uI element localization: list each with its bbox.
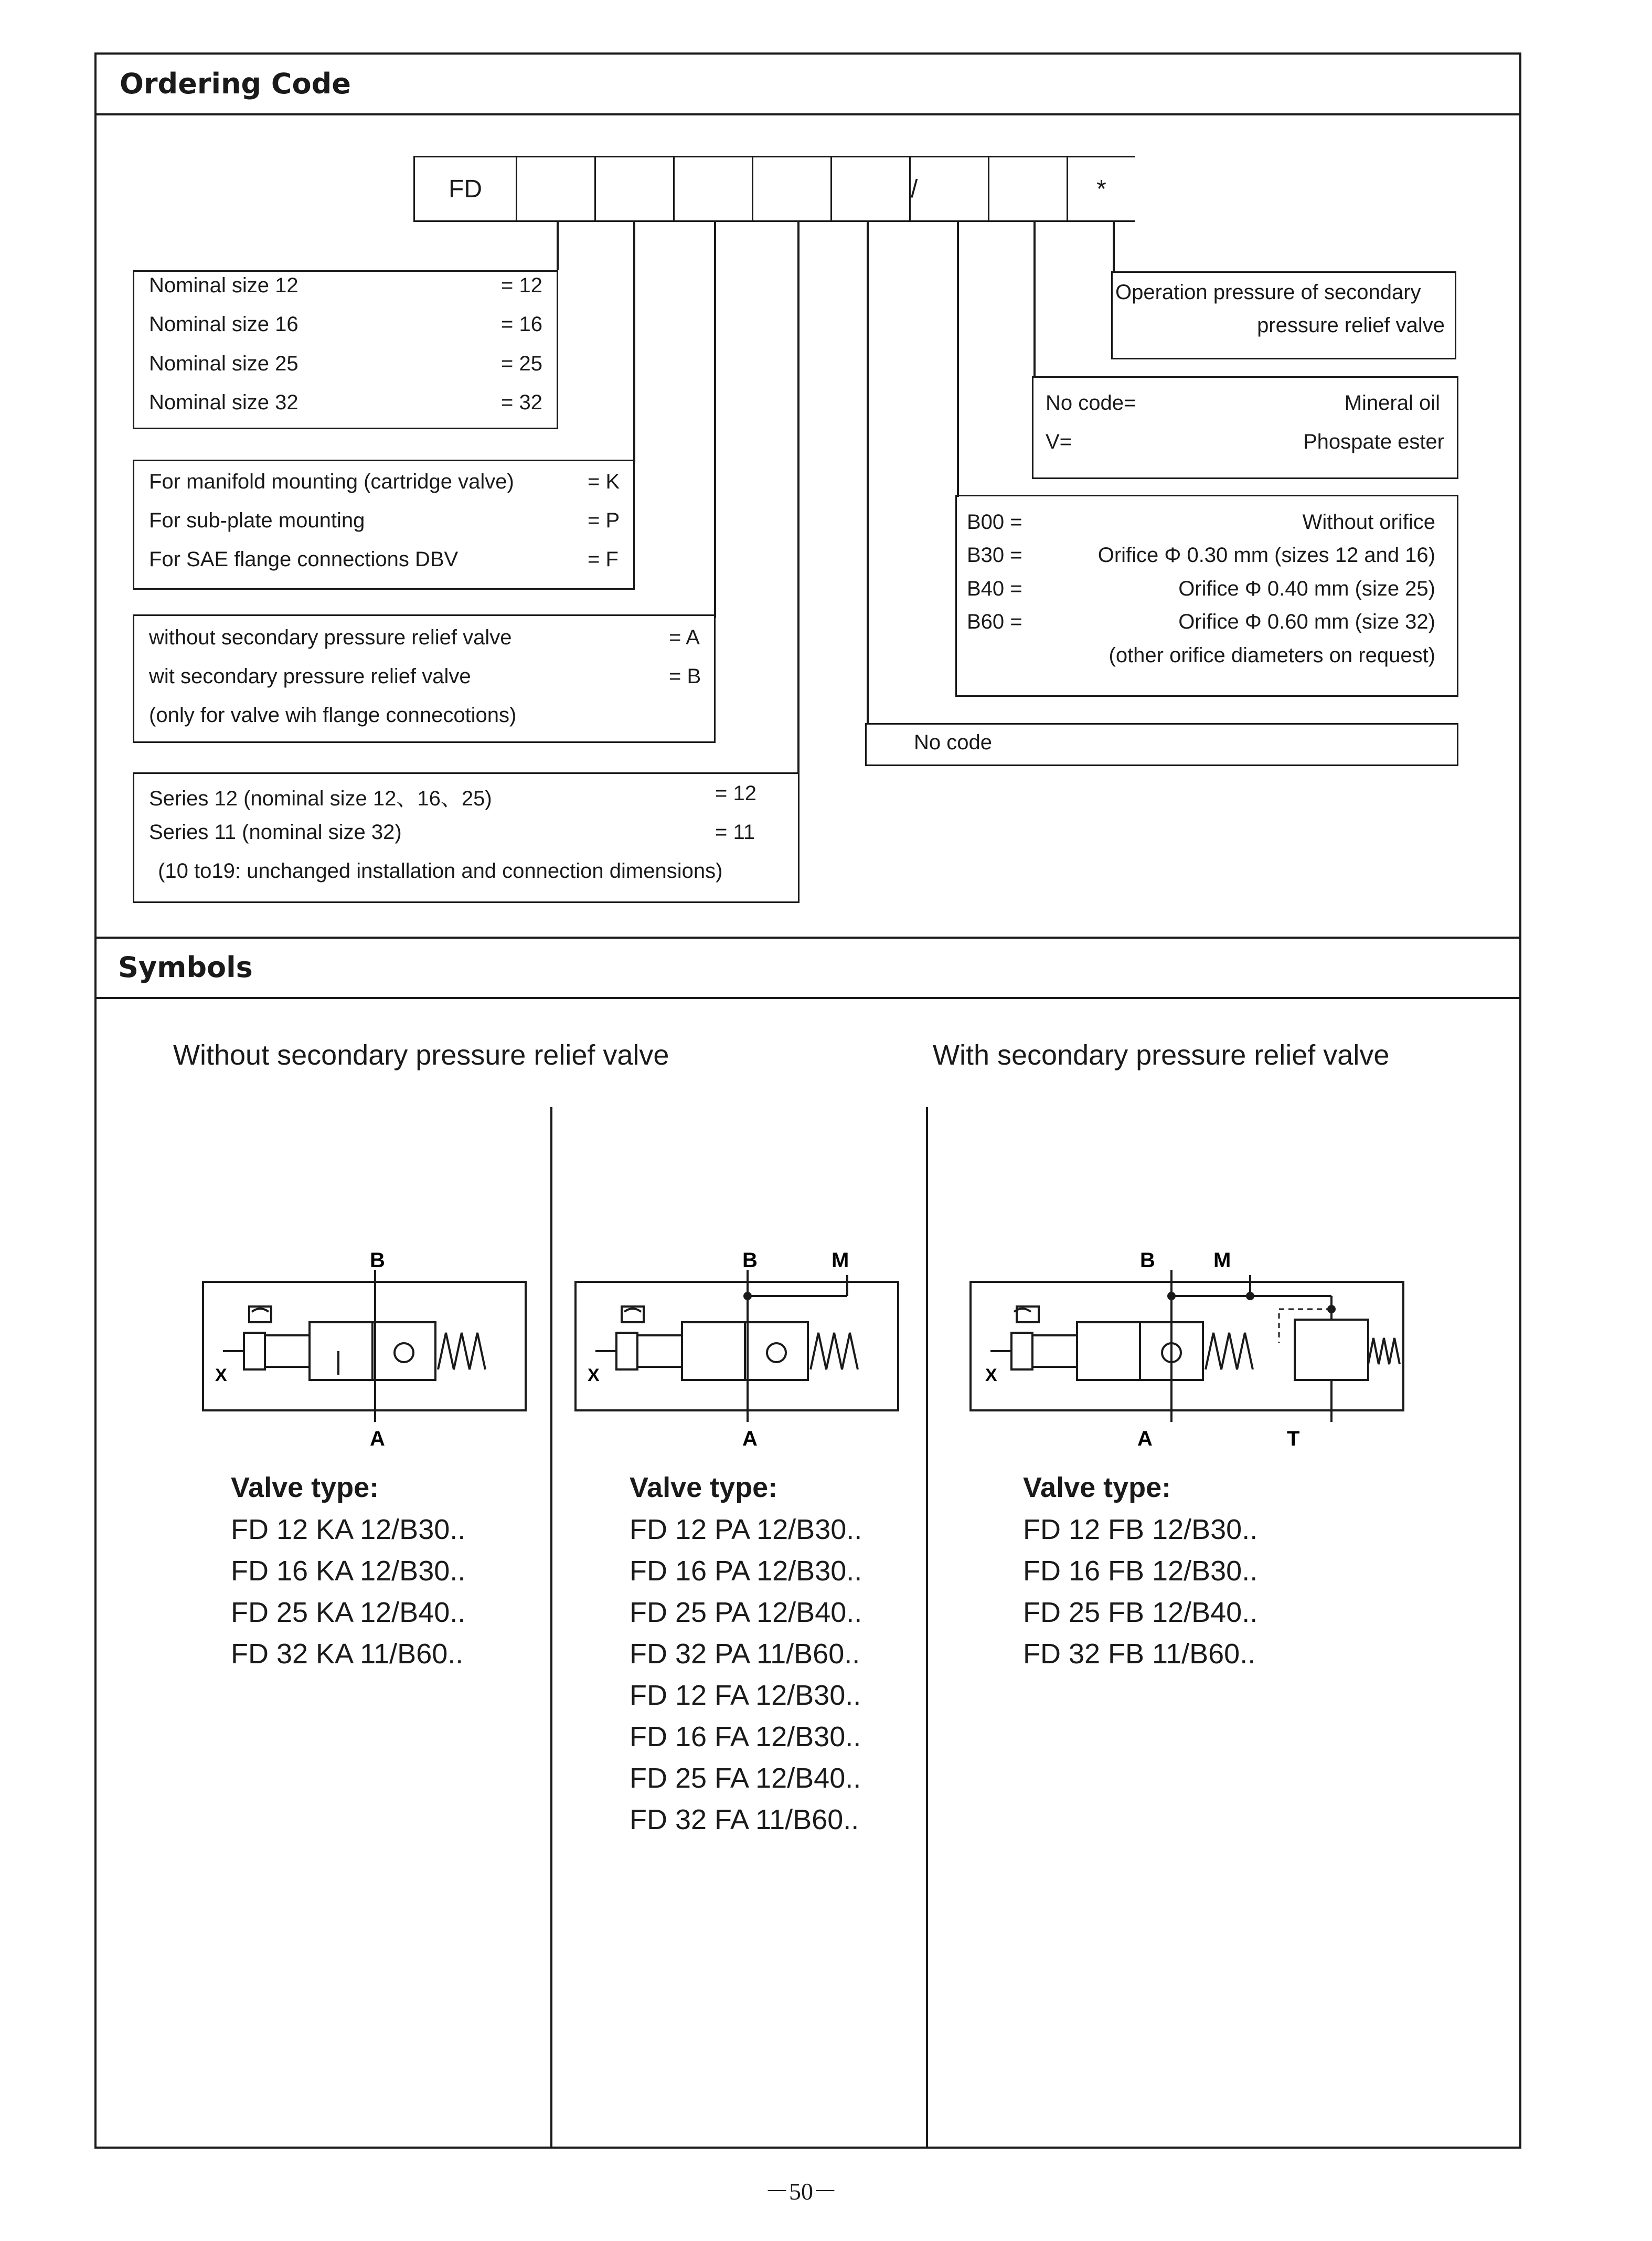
size-row-label: Nominal size 32 — [149, 391, 299, 414]
relief-row-label: wit secondary pressure relief valve — [149, 665, 471, 688]
code-cell-star — [1067, 156, 1135, 222]
series-row-value: = 12 — [715, 782, 756, 805]
column-divider-2 — [926, 1107, 928, 2149]
no-code-text: No code — [914, 731, 992, 754]
valve-type-item: FD 32 KA 11/B60.. — [231, 1638, 464, 1670]
fluid-row-value: Phospate ester — [1303, 430, 1444, 453]
relief-row-value: = A — [669, 626, 700, 649]
valve-type-item: FD 12 FB 12/B30.. — [1023, 1514, 1258, 1545]
valve-type-item: FD 16 FB 12/B30.. — [1023, 1555, 1258, 1587]
connector-oil — [1033, 222, 1036, 378]
valve-type-item: FD 12 PA 12/B30.. — [630, 1514, 862, 1545]
code-cell-mount — [594, 156, 675, 222]
valve-type-item: FD 12 KA 12/B30.. — [231, 1514, 466, 1545]
port-a-label: A — [742, 1427, 758, 1448]
series-row-note: (10 to19: unchanged installation and connection dimensions) — [152, 859, 723, 883]
symbol-ka-diagram — [194, 1244, 535, 1448]
code-cell-oil — [988, 156, 1068, 222]
page-number: －50－ — [765, 2178, 837, 2205]
mount-row-value: = K — [588, 470, 620, 493]
valve-type-item: FD 32 FB 11/B60.. — [1023, 1638, 1256, 1670]
size-row-value: = 16 — [501, 313, 542, 336]
port-x-label: X — [588, 1365, 600, 1385]
valve-type-title-ka: Valve type: — [231, 1472, 379, 1503]
valve-type-item: FD 25 KA 12/B40.. — [231, 1597, 466, 1628]
symbol-pa-diagram — [567, 1244, 908, 1448]
series-row-label: Series 11 (nominal size 32) — [149, 821, 402, 844]
relief-row-note: (only for valve wih flange connecotions) — [149, 704, 517, 727]
mount-row-label: For manifold mounting (cartridge valve) — [149, 470, 514, 493]
valve-type-item: FD 32 FA 11/B60.. — [630, 1804, 859, 1835]
code-cell-size — [516, 156, 596, 222]
orifice-row-value: Orifice Φ 0.60 mm (size 32) — [1178, 610, 1435, 633]
pressure-line-1: Operation pressure of secondary — [1115, 281, 1421, 304]
orifice-row-note: (other orifice diameters on request) — [1109, 644, 1435, 667]
orifice-row-label: B40 = — [967, 577, 1022, 600]
series-row-value: = 11 — [715, 821, 755, 844]
ordering-title-divider — [94, 113, 1521, 115]
code-cell-series — [752, 156, 832, 222]
orifice-row-value: Orifice Φ 0.30 mm (sizes 12 and 16) — [1097, 544, 1435, 567]
port-x-label: X — [215, 1365, 227, 1385]
valve-type-item: FD 32 PA 11/B60.. — [630, 1638, 860, 1670]
fluid-row-label: V= — [1046, 430, 1072, 453]
connector-size — [557, 222, 559, 270]
mount-row-value: = P — [588, 509, 620, 532]
size-row-label: Nominal size 12 — [149, 274, 299, 297]
series-row-label: Series 12 (nominal size 12、16、25) — [149, 787, 492, 810]
size-row-value: = 25 — [501, 352, 542, 375]
size-row-value: = 12 — [501, 274, 542, 297]
port-m-label: M — [832, 1249, 849, 1272]
port-b-label: B — [742, 1249, 758, 1272]
valve-type-item: FD 25 FA 12/B40.. — [630, 1762, 861, 1794]
symbols-top-divider — [94, 937, 1521, 939]
code-cell-fd: FD — [413, 156, 517, 222]
valve-type-item: FD 16 PA 12/B30.. — [630, 1555, 862, 1587]
symbols-title-divider — [94, 997, 1521, 999]
relief-row-value: = B — [669, 665, 701, 688]
port-x-label: X — [985, 1365, 997, 1385]
port-b-label: B — [1140, 1249, 1155, 1272]
valve-type-title-pa: Valve type: — [630, 1472, 778, 1503]
orifice-row-label: B30 = — [967, 544, 1022, 567]
orifice-row-label: B00 = — [967, 511, 1022, 534]
port-a-label: A — [1137, 1427, 1153, 1448]
connector-series — [797, 222, 800, 774]
mount-row-label: For SAE flange connections DBV — [149, 548, 459, 571]
ordering-code-title: Ordering Code — [120, 67, 351, 100]
code-cell-slash: / — [909, 156, 989, 222]
with-relief-heading: With secondary pressure relief valve — [933, 1039, 1390, 1071]
valve-type-title-fb: Valve type: — [1023, 1472, 1171, 1503]
valve-type-item: FD 25 PA 12/B40.. — [630, 1597, 862, 1628]
code-cell-nocode — [830, 156, 911, 222]
size-row-label: Nominal size 25 — [149, 352, 299, 375]
code-cell-relief — [673, 156, 753, 222]
valve-type-item: FD 16 KA 12/B30.. — [231, 1555, 466, 1587]
valve-type-item: FD 25 FB 12/B40.. — [1023, 1597, 1258, 1628]
connector-relief — [714, 222, 716, 618]
orifice-row-label: B60 = — [967, 610, 1022, 633]
pressure-line-2: pressure relief valve — [1257, 314, 1445, 337]
valve-type-item: FD 16 FA 12/B30.. — [630, 1721, 861, 1753]
connector-pressure — [1113, 222, 1115, 273]
port-m-label: M — [1213, 1249, 1231, 1272]
without-relief-heading: Without secondary pressure relief valve — [173, 1039, 669, 1071]
fluid-row-label: No code= — [1046, 391, 1136, 415]
size-row-label: Nominal size 16 — [149, 313, 299, 336]
fluid-row-value: Mineral oil — [1344, 391, 1440, 415]
mount-row-value: = F — [588, 548, 619, 571]
connector-mount — [633, 222, 635, 463]
connector-orifice — [957, 222, 959, 497]
size-row-value: = 32 — [501, 391, 542, 414]
orifice-row-value: Orifice Φ 0.40 mm (size 25) — [1178, 577, 1435, 600]
mount-row-label: For sub-plate mounting — [149, 509, 365, 532]
valve-type-item: FD 12 FA 12/B30.. — [630, 1680, 861, 1711]
port-a-label: A — [370, 1427, 385, 1448]
port-t-label: T — [1287, 1427, 1300, 1448]
port-b-label: B — [370, 1249, 385, 1272]
relief-row-label: without secondary pressure relief valve — [149, 626, 512, 649]
symbols-title: Symbols — [118, 951, 253, 984]
code-cell-star-text: * — [1096, 175, 1106, 203]
connector-nocode — [867, 222, 869, 725]
symbol-fb-diagram — [964, 1244, 1415, 1448]
orifice-row-value: Without orifice — [1302, 511, 1435, 534]
column-divider-1 — [550, 1107, 552, 2149]
